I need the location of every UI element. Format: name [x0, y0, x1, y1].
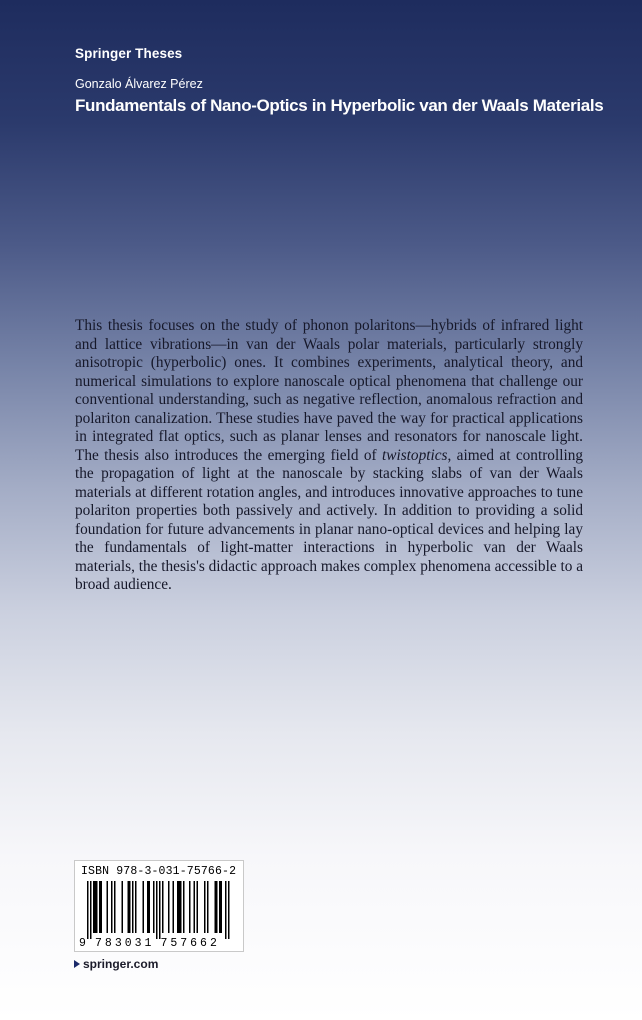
barcode-bar: [177, 881, 179, 933]
abstract-part-1: This thesis focuses on the study of phonon polaritons—hybrids of infrared light and lattice vibrations—in van der Waals polar materials, particularly strongly anisotropic (hyperbolic) ones. It combines experiments, analytical theory, and numerical simulations to explore nanoscale optical phenomena that challenge our conventional understanding, such as negative reflection, anomalous refraction and polariton canalization. These studies have paved the way for practical applications in integrated flat optics, such as planar lenses and resonators for nanoscale light. The thesis also introduces the emerging field of: [75, 317, 583, 464]
barcode-bar: [149, 881, 151, 933]
barcode-bar: [168, 881, 170, 933]
barcode-bar: [159, 881, 161, 939]
barcode-bar: [215, 881, 217, 933]
barcode-digits-right: 757662: [160, 937, 220, 950]
barcode-bar: [189, 881, 191, 933]
abstract-part-2: , aimed at controlling the propagation of light at the nanoscale by stacking slabs of van der Waals materials at different rotation angles, and introduces innovative approaches to tune polariton properties both passively and actively. In addition to providing a solid foundation for future advancements in planar nano-optical devices and helping lay the fundamentals of light-matter interactions in hyperbolic van der Waals materials, the thesis's didactic approach makes complex phenomena accessible to a broad audience.: [75, 446, 583, 593]
barcode-bar: [143, 881, 145, 933]
barcode-bar: [95, 881, 97, 933]
barcode-bar: [207, 881, 209, 933]
barcode-bar: [114, 881, 116, 933]
barcode-bar: [132, 881, 134, 933]
barcode-bar: [197, 881, 199, 933]
barcode-bars: [79, 881, 239, 939]
barcode-bar: [99, 881, 101, 933]
book-title: Fundamentals of Nano-Optics in Hyperbolic van der Waals Materials: [75, 96, 604, 115]
barcode-bar: [162, 881, 164, 933]
barcode-bar: [183, 881, 185, 933]
publisher-website[interactable]: [74, 957, 158, 971]
barcode-bar: [228, 881, 230, 939]
barcode-bar: [90, 881, 92, 939]
barcode-digit-first: 9: [79, 937, 87, 950]
website-text: springer.com: [83, 957, 159, 971]
barcode-bar: [180, 881, 182, 933]
barcode-bar: [87, 881, 89, 939]
isbn-label: ISBN 978-3-031-75766-2: [81, 865, 237, 878]
barcode-bar: [156, 881, 158, 939]
barcode-bar: [194, 881, 196, 933]
barcode-bar: [153, 881, 155, 933]
barcode-bar: [179, 881, 181, 933]
barcode-bar: [221, 881, 223, 933]
series-name: Springer Theses: [75, 46, 183, 61]
barcode-bar: [135, 881, 137, 933]
barcode-bar: [93, 881, 95, 933]
arrow-right-icon: [74, 960, 80, 968]
barcode-bar: [107, 881, 109, 933]
author-name: Gonzalo Álvarez Pérez: [75, 77, 203, 91]
barcode-bar: [128, 881, 130, 933]
barcode-digits: [79, 937, 239, 950]
barcode-digits-left: 783031: [95, 937, 155, 950]
abstract-text: [75, 317, 583, 595]
barcode-bar: [204, 881, 206, 933]
barcode-box: [74, 860, 244, 952]
barcode-bar: [96, 881, 98, 933]
barcode-bar: [122, 881, 124, 933]
barcode-bar: [173, 881, 175, 933]
barcode-bar: [129, 881, 131, 933]
barcode-bar: [147, 881, 149, 933]
abstract-italic-term: twistoptics: [382, 446, 448, 464]
barcode-bar: [219, 881, 221, 933]
barcode-bar: [111, 881, 113, 933]
barcode-bar: [225, 881, 227, 939]
barcode-bar: [101, 881, 103, 933]
barcode-bar: [216, 881, 218, 933]
